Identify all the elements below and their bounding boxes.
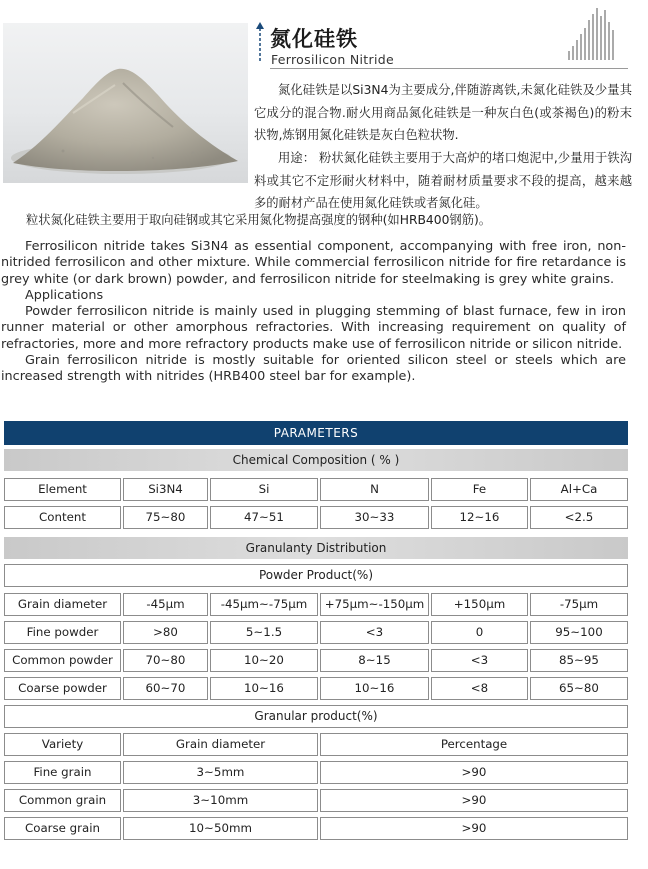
table-cell: -75μm <box>530 593 628 616</box>
table-cell: Al+Ca <box>530 478 628 501</box>
table-cell: Element <box>4 478 121 501</box>
table-cell: 85~95 <box>530 649 628 672</box>
table-cell: 60~70 <box>123 677 208 700</box>
table-cell: >80 <box>123 621 208 644</box>
parameters-header: PARAMETERS <box>4 421 628 445</box>
applications-heading: Applications <box>25 287 104 303</box>
table-cell: 12~16 <box>431 506 528 529</box>
up-arrow-icon <box>256 22 264 62</box>
page-title-en: Ferrosilicon Nitride <box>271 52 394 67</box>
table-cell: >90 <box>320 789 628 812</box>
table-cell: Grain diameter <box>4 593 121 616</box>
table-cell: 8~15 <box>320 649 429 672</box>
granular-product-title: Granular product(%) <box>4 705 628 728</box>
table-cell: <2.5 <box>530 506 628 529</box>
table-cell: Fine powder <box>4 621 121 644</box>
table-cell: Si3N4 <box>123 478 208 501</box>
table-cell: N <box>320 478 429 501</box>
table-cell: >90 <box>320 817 628 840</box>
table-cell: -45μm <box>123 593 208 616</box>
table-cell: +75μm~-150μm <box>320 593 429 616</box>
table-cell: Coarse powder <box>4 677 121 700</box>
table-cell: 70~80 <box>123 649 208 672</box>
table-cell: 47~51 <box>210 506 318 529</box>
table-cell: Common powder <box>4 649 121 672</box>
table-cell: 95~100 <box>530 621 628 644</box>
table-cell: Common grain <box>4 789 121 812</box>
table-cell: 0 <box>431 621 528 644</box>
table-cell: Variety <box>4 733 121 756</box>
table-cell: 30~33 <box>320 506 429 529</box>
table-cell: 10~16 <box>320 677 429 700</box>
table-cell: <3 <box>431 649 528 672</box>
decorative-bars-icon <box>567 6 615 61</box>
table-cell: 3~5mm <box>123 761 318 784</box>
table-cell: Fine grain <box>4 761 121 784</box>
table-cell: -45μm~-75μm <box>210 593 318 616</box>
table-cell: >90 <box>320 761 628 784</box>
table-cell: 65~80 <box>530 677 628 700</box>
table-cell: 10~20 <box>210 649 318 672</box>
table-cell: Grain diameter <box>123 733 318 756</box>
table-cell: 10~16 <box>210 677 318 700</box>
granularity-title: Granulanty Distribution <box>4 537 628 559</box>
intro-cn-paragraph-1: 氮化硅铁是以Si3N4为主要成分,伴随游离铁,未氮化硅铁及少量其它成分的混合物.耐火用商品氮化硅铁是一种灰白色(或茶褐色)的粉末状物,炼钢用氮化硅铁是灰白色粒状物. <box>254 83 632 142</box>
intro-en-block <box>1 239 626 386</box>
table-cell: Content <box>4 506 121 529</box>
powder-pile-image <box>3 23 248 183</box>
intro-cn-paragraph-3: 粒状氮化硅铁主要用于取向硅钢或其它采用氮化物提高强度的钢种(如HRB400钢筋)。 <box>26 213 492 227</box>
table-cell: 10~50mm <box>123 817 318 840</box>
title-divider <box>270 68 628 69</box>
page-title-cn: 氮化硅铁 <box>270 27 358 51</box>
intro-en-paragraph-3: Grain ferrosilicon nitride is mostly suitable for oriented silicon steel or steels which are increased strength with nitrides (HRB400 steel bar for example). <box>1 353 626 385</box>
table-cell: Si <box>210 478 318 501</box>
table-cell: Coarse grain <box>4 817 121 840</box>
table-cell: +150μm <box>431 593 528 616</box>
table-cell: <8 <box>431 677 528 700</box>
product-photo <box>3 23 248 183</box>
intro-cn-paragraph-2: 用途： 粉状氮化硅铁主要用于大高炉的堵口炮泥中,少量用于铁沟料或其它不定形耐火材料中，随着耐材质量要求不段的提高，越来越多的耐材产品在使用氮化硅铁或者氮化硅。 <box>254 151 632 210</box>
table-cell: 3~10mm <box>123 789 318 812</box>
chemical-composition-title: Chemical Composition ( % ) <box>4 449 628 471</box>
table-cell: 75~80 <box>123 506 208 529</box>
table-cell: 5~1.5 <box>210 621 318 644</box>
powder-product-title: Powder Product(%) <box>4 564 628 587</box>
table-cell: Fe <box>431 478 528 501</box>
intro-en-paragraph-2: Powder ferrosilicon nitride is mainly used in plugging stemming of blast furnace, few in iron runner material or other amorphous refractories. With increasing requirement on quality of refractories, more and more refractory products make use of ferrosilicon nitride or silicon nitride. <box>1 304 626 352</box>
table-cell: Percentage <box>320 733 628 756</box>
table-cell: <3 <box>320 621 429 644</box>
intro-en-paragraph-1: Ferrosilicon nitride takes Si3N4 as essential component, accompanying with free iron, non-nitrided ferrosilicon and other mixture. While commercial ferrosilicon nitride for fire retardance is grey white (or dark brown) powder, and ferrosilicon nitride for steelmaking is grey white grains. <box>1 239 626 287</box>
